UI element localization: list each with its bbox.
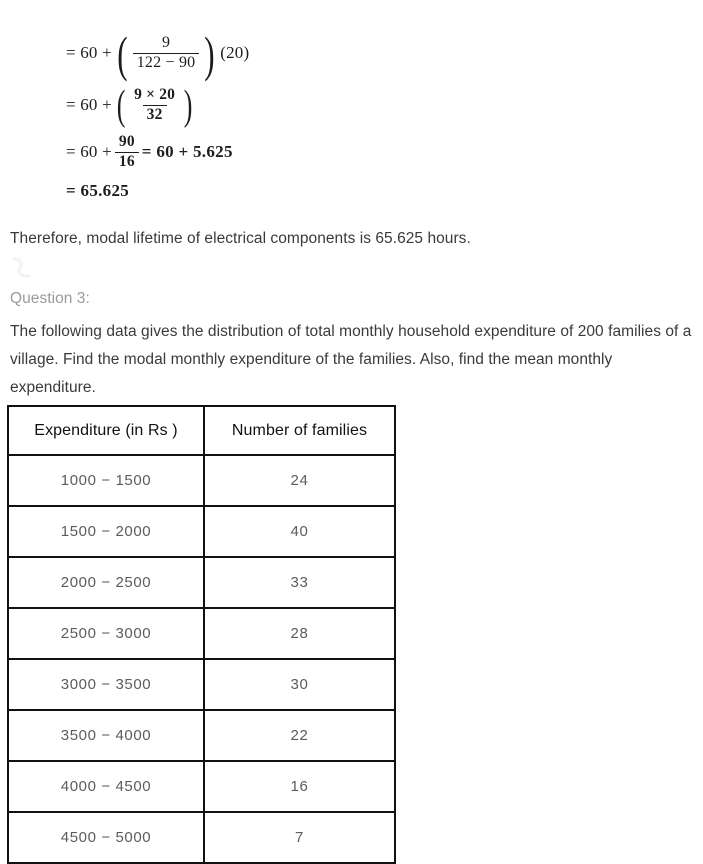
cell-expenditure: 4000 − 4500 <box>8 761 204 812</box>
cell-families: 7 <box>204 812 395 863</box>
fraction-3 <box>115 134 139 170</box>
equation-3-lead: = 60 + <box>66 142 112 161</box>
equation-3-tail: = 60 + 5.625 <box>141 142 233 161</box>
fraction-1-numerator: 9 <box>161 33 171 51</box>
cell-expenditure: 2000 − 2500 <box>8 557 204 608</box>
cell-families: 16 <box>204 761 395 812</box>
fraction-3-denominator: 16 <box>115 152 139 170</box>
right-paren-icon: ) <box>204 26 216 82</box>
equation-2-lead: = 60 + <box>66 95 112 114</box>
conclusion-text: Therefore, modal lifetime of electrical components is 65.625 hours. <box>10 230 471 247</box>
cell-expenditure: 1500 − 2000 <box>8 506 204 557</box>
cell-expenditure: 3500 − 4000 <box>8 710 204 761</box>
fraction-2-denominator: 32 <box>143 105 167 123</box>
fraction-1 <box>133 35 200 72</box>
equation-1-tail: (20) <box>220 43 250 62</box>
table-header-row <box>8 406 395 455</box>
equation-line-4 <box>66 174 486 208</box>
equation-4-result: = 65.625 <box>66 181 130 200</box>
cell-expenditure: 2500 − 3000 <box>8 608 204 659</box>
cell-expenditure: 3000 − 3500 <box>8 659 204 710</box>
cell-families: 28 <box>204 608 395 659</box>
equation-1-lead: = 60 + <box>66 43 112 62</box>
fraction-1-denominator: 122 − 90 <box>133 53 200 72</box>
cell-families: 40 <box>204 506 395 557</box>
equation-line-3 <box>66 130 486 174</box>
table-row <box>8 812 395 863</box>
table-header-families: Number of families <box>204 406 395 455</box>
cell-families: 24 <box>204 455 395 506</box>
fraction-2-numerator: 9 × 20 <box>134 86 176 104</box>
table-row <box>8 659 395 710</box>
table-row <box>8 557 395 608</box>
left-paren-icon: ( <box>116 82 126 129</box>
fraction-2 <box>130 87 179 123</box>
cell-families: 33 <box>204 557 395 608</box>
table-row <box>8 761 395 812</box>
table-row <box>8 506 395 557</box>
table-row <box>8 455 395 506</box>
cell-families: 22 <box>204 710 395 761</box>
fraction-3-numerator: 90 <box>118 133 135 151</box>
equation-line-2 <box>66 80 486 130</box>
cell-families: 30 <box>204 659 395 710</box>
table-row <box>8 608 395 659</box>
equation-line-1 <box>66 26 486 80</box>
question-body-text: The following data gives the distribution of total monthly household expenditure of 200 families of a village. Find the modal monthly expenditure of the families. Also, find the mean monthly expenditure. <box>10 323 692 396</box>
cell-expenditure: 4500 − 5000 <box>8 812 204 863</box>
expenditure-frequency-table <box>7 405 396 864</box>
question-label: Question 3: <box>10 290 90 307</box>
math-derivation <box>66 26 486 208</box>
table-header-expenditure: Expenditure (in Rs ) <box>8 406 204 455</box>
table-row <box>8 710 395 761</box>
left-paren-icon: ( <box>117 26 128 82</box>
scan-artifact-icon <box>11 256 37 280</box>
right-paren-icon: ) <box>183 82 193 129</box>
cell-expenditure: 1000 − 1500 <box>8 455 204 506</box>
